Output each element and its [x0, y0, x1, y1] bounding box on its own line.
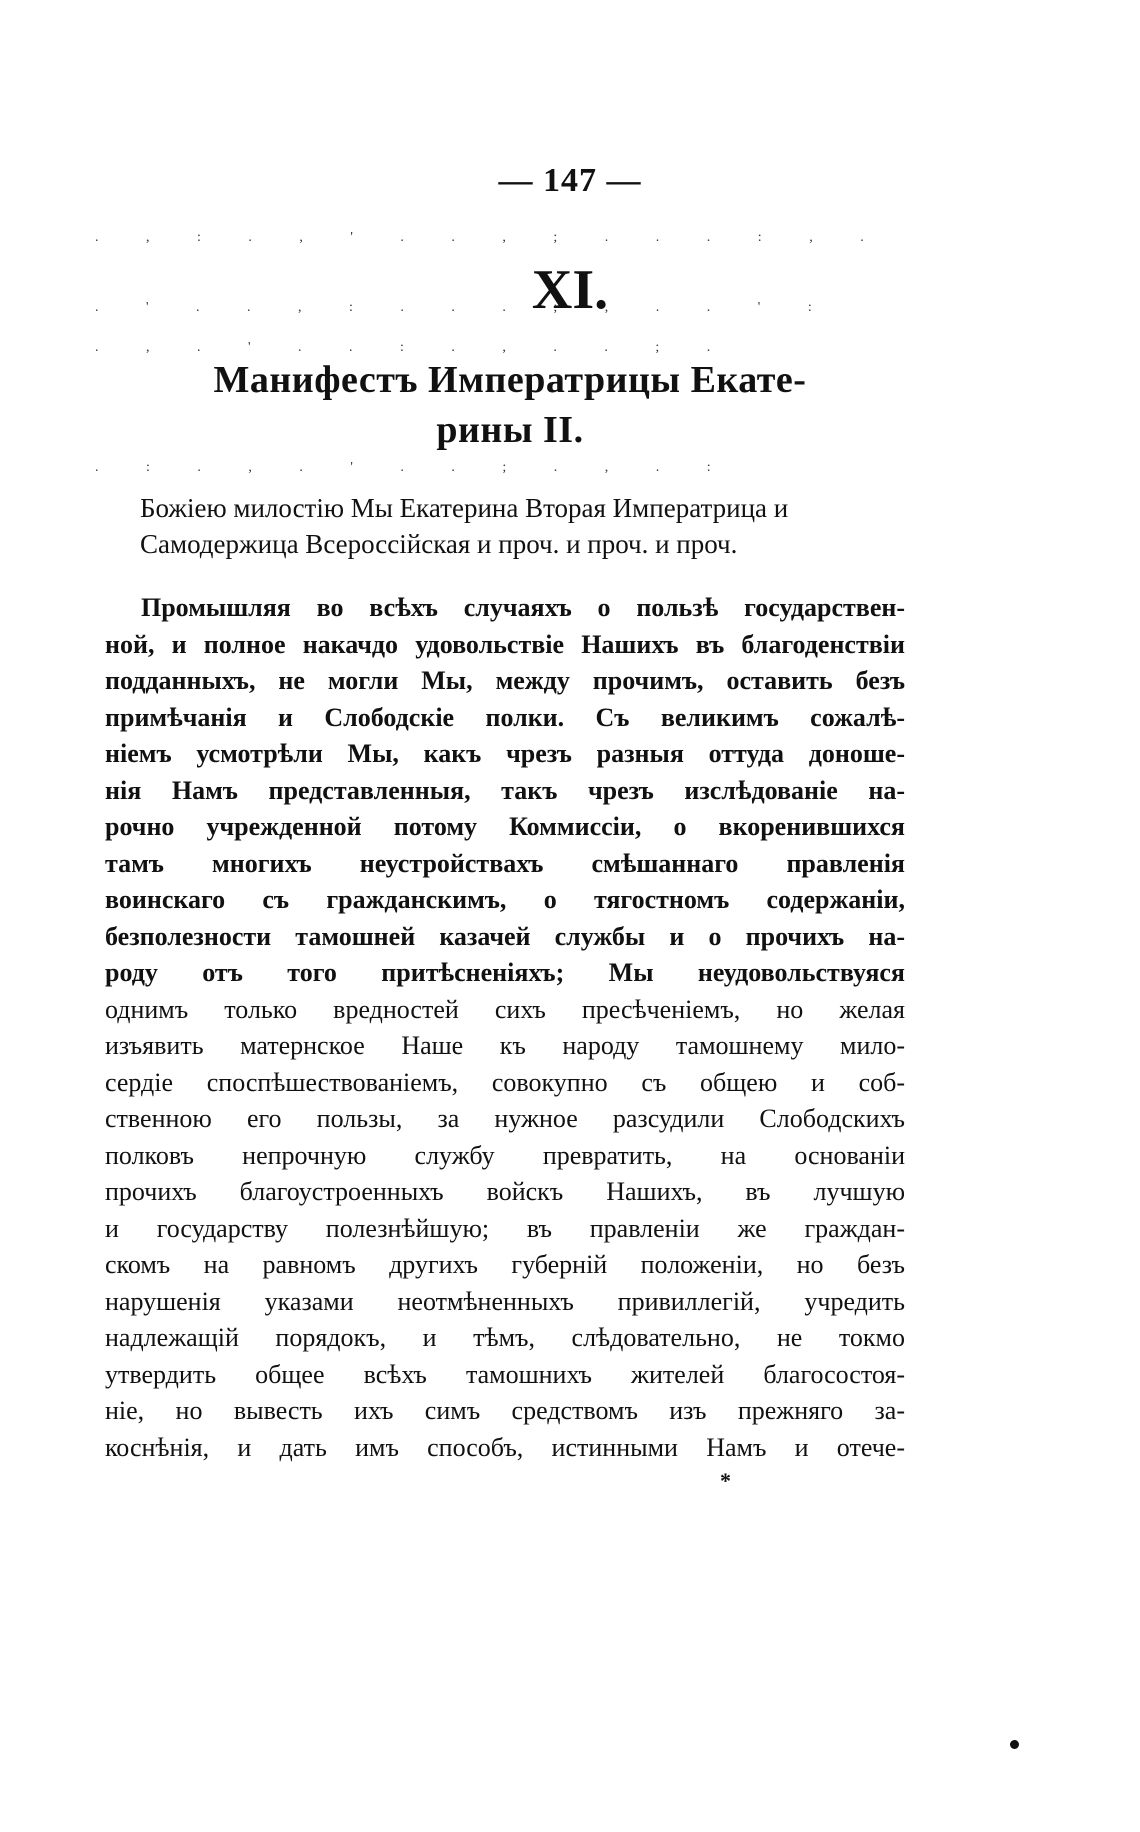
body-line: подданныхъ, не могли Мы, между прочимъ, оставить безъ [105, 666, 905, 695]
print-noise: . , . ' . . : . , . . ; . [95, 340, 733, 354]
intro-line: Божiею милостiю Мы Екатерина Вторая Императрица и [140, 493, 789, 523]
print-noise: . : . , . ' . . ; . , . : [95, 460, 733, 474]
body-line: безполезности тамошней казачей службы и о прочихъ на- [105, 921, 905, 951]
body-line: утвердить общее всѣхъ тамошнихъ жителей благосостоя- [105, 1359, 905, 1389]
body-line: полковъ непрочную службу превратить, на основанiи [105, 1140, 905, 1170]
body-line: прочихъ благоустроенныхъ войскъ Нашихъ, въ лучшую [105, 1177, 905, 1206]
print-noise: . , : . , ' . . , ; . . . : , . [95, 230, 886, 244]
print-noise: . ' . . , : . . . ; , . . ' : [95, 300, 834, 314]
body-line: рочно учрежденной потому Коммиссiи, о вкоренившихся [105, 812, 905, 841]
ink-speck [1010, 1740, 1019, 1749]
body-line: коснѣнiя, и дать имъ способъ, истинными Намъ и отече- [105, 1432, 905, 1462]
body-line: однимъ только вредностей сихъ пресѣченiемъ, но желая [105, 994, 905, 1024]
body-line: нiя Намъ представленныя, такъ чрезъ изслѣдованiе на- [105, 775, 905, 805]
body-line: Промышляя во всѣхъ случаяхъ о пользѣ государствен- [141, 593, 905, 622]
body-line: ной, и полное накачдо удовольствiе Нашихъ въ благоденствiи [105, 629, 905, 659]
body-line: и государству полезнѣйшую; въ правленiи же граждан- [105, 1213, 905, 1243]
heading-line: рины II. [436, 409, 584, 451]
heading-line: Манифестъ Императрицы Екате- [213, 359, 807, 401]
document-heading [140, 355, 880, 455]
manifesto-body [105, 590, 905, 1466]
section-numeral: XI. [531, 259, 609, 321]
body-line: надлежащiй порядокъ, и тѣмъ, слѣдовательно, не токмо [105, 1323, 905, 1352]
body-line: изъявить матернское Наше къ народу тамошнему мило- [105, 1031, 905, 1060]
intro-line: Самодержица Всероссiйская и проч. и проч. и проч. [140, 529, 738, 559]
body-line: скомъ на равномъ другихъ губернiй положенiи, но безъ [105, 1250, 905, 1279]
body-line: нарушенiя указами неотмѣненныхъ привиллегiй, учредить [105, 1286, 905, 1316]
intro-paragraph [140, 490, 900, 562]
body-line: нiе, но вывесть ихъ симъ средствомъ изъ прежняго за- [105, 1396, 905, 1425]
body-line: тамъ многихъ неустройствахъ смѣшаннаго правленiя [105, 848, 905, 878]
body-line: примѣчанiя и Слободскiе полки. Съ великимъ сожалѣ- [105, 702, 905, 732]
body-line: воинскаго съ гражданскимъ, о тягостномъ содержанiи, [105, 885, 905, 914]
body-line: сердiе споспѣшествованiемъ, совокупно съ общею и соб- [105, 1067, 905, 1097]
body-line: ственною его пользы, за нужное разсудили Слободскихъ [105, 1104, 905, 1133]
signature-mark: * [720, 1468, 731, 1493]
body-line: роду отъ того притѣсненiяхъ; Мы неудовольствуяся [105, 958, 905, 987]
page-number: — 147 — [498, 162, 642, 199]
body-line: нiемъ усмотрѣли Мы, какъ чрезъ разныя оттуда доноше- [105, 739, 905, 768]
